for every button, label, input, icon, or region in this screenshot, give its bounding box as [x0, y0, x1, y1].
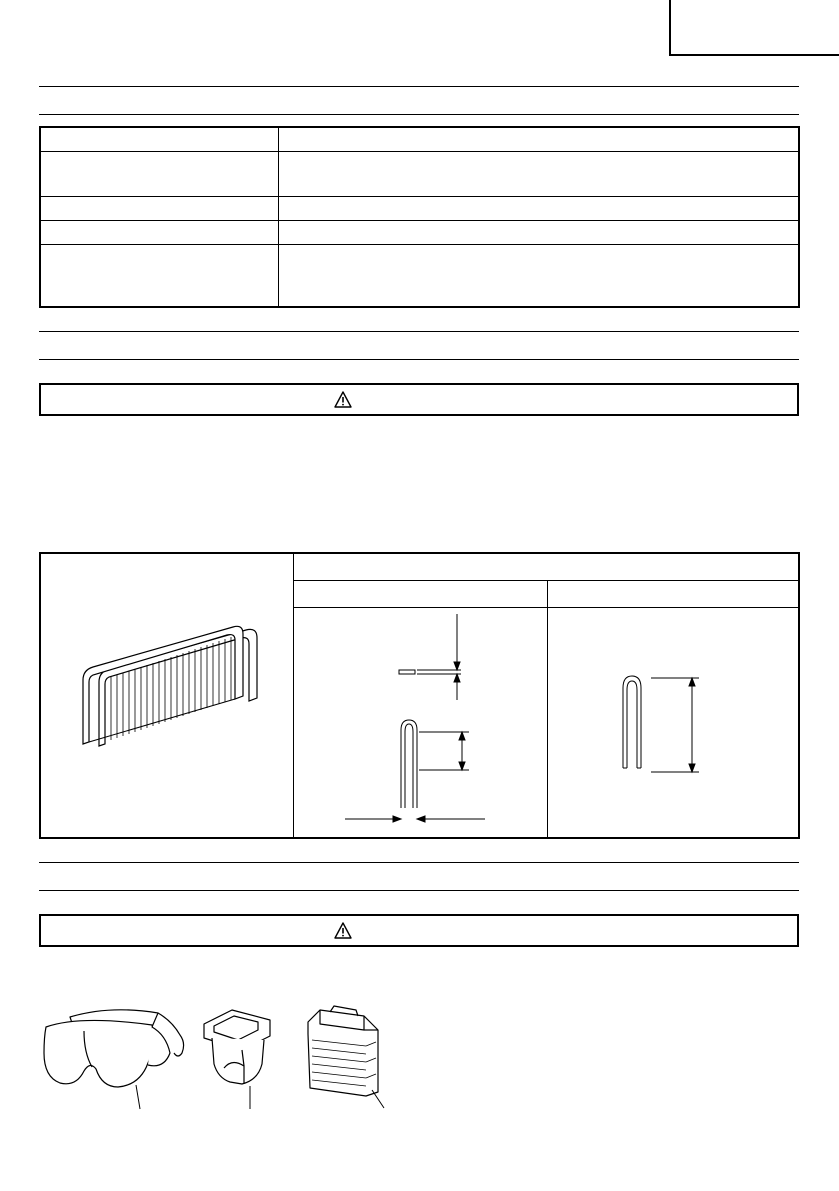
- fastener-table: [39, 552, 800, 839]
- safety-glasses-icon: [40, 1005, 190, 1110]
- staple-strip-icon: [71, 622, 261, 802]
- warning-triangle-icon: [334, 391, 352, 408]
- nose-cap-icon: [198, 1006, 278, 1110]
- staple-leg-length-drawing: [611, 664, 711, 780]
- fastener-header-rule: [293, 580, 798, 581]
- section-rule-bottom: [39, 114, 799, 115]
- fastener-subcolumn-divider: [547, 580, 548, 837]
- fastener-table-divider: [293, 554, 294, 837]
- spec-row: [41, 128, 798, 152]
- section-rule-bottom: [39, 359, 799, 360]
- staple-dimension-drawing: [337, 612, 533, 826]
- fastener-warning-box: [39, 383, 799, 416]
- fastener-subheader-rule: [293, 607, 798, 608]
- spec-row: [41, 196, 798, 221]
- carrying-case-icon: [300, 1004, 406, 1110]
- section-rule-top: [39, 331, 799, 332]
- warning-triangle-icon: [334, 922, 352, 939]
- section-rule-top: [39, 86, 799, 87]
- spec-row: [41, 220, 798, 245]
- specifications-table: [39, 126, 800, 308]
- spec-row: [41, 244, 798, 306]
- spec-row: [41, 151, 798, 197]
- section-rule-top: [39, 862, 799, 863]
- section-rule-bottom: [39, 890, 799, 891]
- accessories-warning-box: [39, 914, 799, 947]
- language-tab: [669, 0, 839, 56]
